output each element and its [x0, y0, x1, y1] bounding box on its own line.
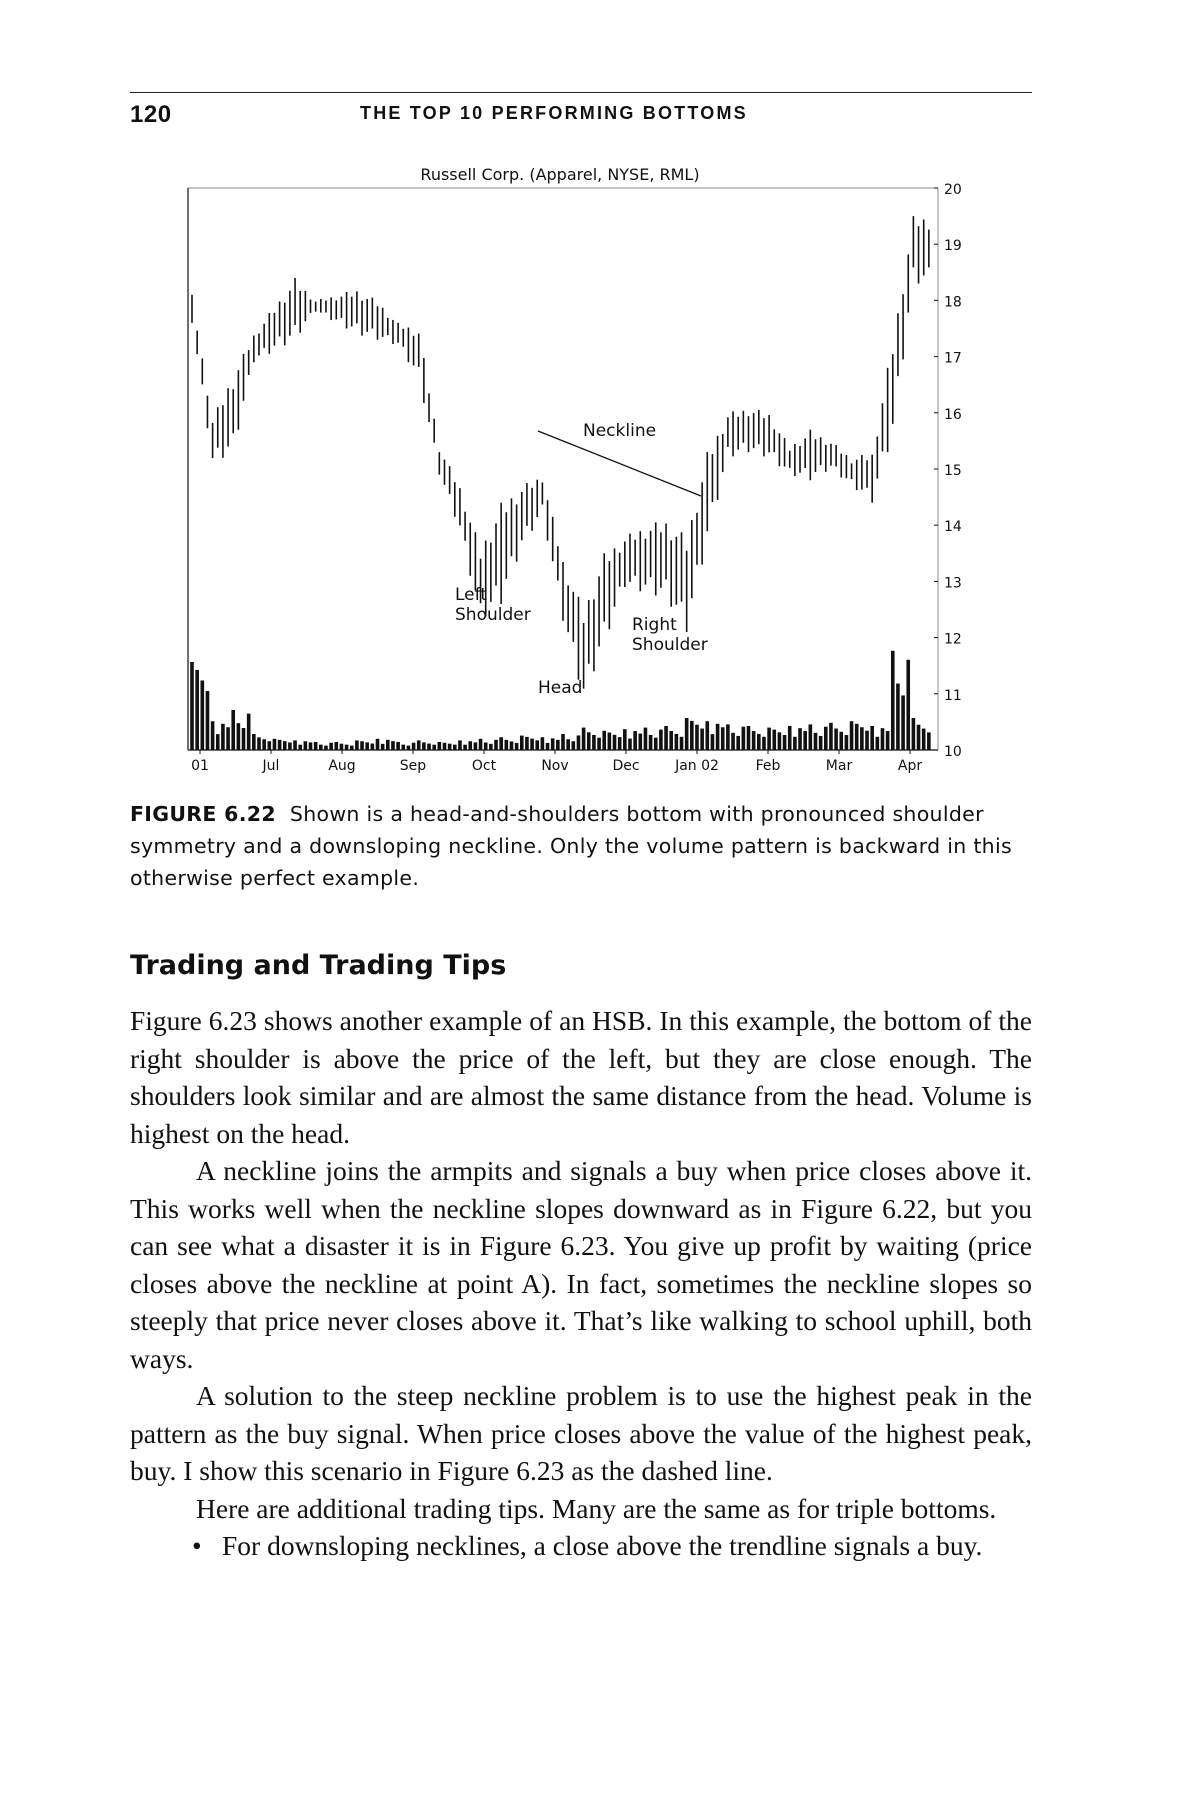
- volume-bar: [623, 729, 627, 750]
- volume-bar: [922, 729, 926, 750]
- volume-bar: [535, 740, 539, 750]
- volume-bar: [901, 695, 905, 750]
- volume-bar: [340, 744, 344, 750]
- y-tick-label: 16: [944, 406, 962, 423]
- volume-bar: [468, 741, 472, 750]
- bullet-text: For downsloping necklines, a close above the trendline signals a buy.: [222, 1530, 983, 1561]
- volume-bar: [432, 745, 436, 750]
- y-tick-label: 13: [944, 575, 962, 592]
- volume-bar: [453, 745, 457, 750]
- x-axis: [191, 750, 922, 774]
- volume-bar: [757, 734, 761, 750]
- price-bars: [192, 216, 929, 689]
- x-tick-label: Aug: [328, 758, 356, 774]
- volume-bar: [273, 739, 277, 750]
- volume-bar: [690, 721, 694, 750]
- volume-bar: [515, 743, 519, 750]
- y-tick-label: 15: [944, 463, 962, 479]
- volume-bar: [494, 740, 498, 750]
- volume-bar: [814, 733, 818, 750]
- volume-bar: [479, 739, 483, 750]
- volume-bars: [190, 651, 930, 750]
- volume-bar: [824, 727, 828, 750]
- bullet-symbol: •: [192, 1530, 202, 1561]
- paragraph: A neckline joins the armpits and signals a buy when price closes above it. This works well when the neckline slopes downward as in Figure 6.22, but you can see what a disaster it is in Figure 6.23. You give up profit by waiting (price closes above the neckline at point A). In fact, sometimes the neckline slopes so steeply that price never closes above it. That’s like walking to school uphill, both ways.: [130, 1155, 1032, 1374]
- volume-bar: [365, 742, 369, 750]
- page-number: 120: [130, 101, 172, 128]
- volume-bar: [334, 742, 338, 750]
- volume-bar: [371, 744, 375, 750]
- volume-bar: [608, 733, 612, 750]
- volume-bar: [458, 740, 462, 750]
- volume-bar: [520, 736, 524, 750]
- volume-bar: [613, 735, 617, 750]
- volume-bar: [288, 742, 292, 750]
- volume-bar: [324, 746, 328, 750]
- paragraph: A solution to the steep neckline problem is to use the highest peak in the pattern as the buy signal. When price closes above the value of the highest peak, buy. I show this scenario in Figure 6.23 as the dashed line.: [130, 1380, 1032, 1486]
- volume-bar: [401, 745, 405, 750]
- volume-bar: [257, 737, 261, 750]
- x-tick-label: Sep: [399, 758, 427, 774]
- volume-bar: [443, 743, 447, 750]
- volume-bar: [489, 744, 493, 750]
- caption-text: Shown is a head-and-shoulders bottom with pronounced shoulder symmetry and a downsloping neckline. Only the volume pattern is backward in this otherwise perfect example.: [130, 802, 1012, 890]
- volume-bar: [463, 745, 467, 750]
- volume-bar: [546, 743, 550, 750]
- figure-caption: [130, 798, 1040, 894]
- annotation-head: Head: [538, 678, 583, 698]
- volume-bar: [669, 731, 673, 750]
- y-tick-label: 19: [944, 238, 962, 255]
- volume-bar: [855, 724, 859, 750]
- volume-bar: [809, 724, 813, 750]
- volume-bar: [267, 741, 271, 750]
- volume-bar: [556, 740, 560, 750]
- volume-bar: [319, 745, 323, 750]
- volume-bar: [587, 732, 591, 750]
- volume-bar: [396, 742, 400, 750]
- volume-bar: [711, 734, 715, 750]
- volume-bar: [680, 737, 684, 750]
- volume-bar: [891, 651, 895, 750]
- volume-bar: [329, 743, 333, 750]
- volume-bar: [252, 734, 256, 750]
- volume-bar: [355, 740, 359, 750]
- volume-bar: [309, 742, 313, 750]
- volume-bar: [700, 729, 704, 750]
- volume-bar: [752, 731, 756, 750]
- y-tick-label: 14: [944, 519, 962, 536]
- volume-bar: [731, 733, 735, 750]
- volume-bar: [638, 734, 642, 750]
- volume-bar: [870, 726, 874, 750]
- volume-bar: [314, 742, 318, 750]
- volume-bar: [381, 744, 385, 750]
- right-shoulder-text-line2: Shoulder: [632, 635, 708, 655]
- volume-bar: [886, 731, 890, 750]
- volume-bar: [211, 721, 215, 750]
- volume-bar: [221, 724, 225, 750]
- volume-bar: [226, 727, 230, 750]
- volume-bar: [345, 745, 349, 750]
- volume-bar: [767, 728, 771, 750]
- volume-bar: [505, 740, 509, 750]
- volume-bar: [896, 684, 900, 750]
- volume-bar: [551, 738, 555, 750]
- volume-bar: [206, 691, 210, 750]
- volume-bar: [438, 742, 442, 750]
- volume-bar: [917, 725, 921, 750]
- volume-bar: [278, 740, 282, 750]
- volume-bar: [649, 735, 653, 750]
- volume-bar: [618, 737, 622, 750]
- volume-bar: [783, 735, 787, 750]
- x-tick-label: Feb: [755, 758, 781, 774]
- volume-bar: [412, 743, 416, 750]
- volume-bar: [778, 732, 782, 750]
- body-text: [130, 1002, 1032, 1565]
- volume-bar: [912, 718, 916, 750]
- volume-bar: [721, 727, 725, 750]
- volume-bar: [927, 732, 931, 750]
- volume-bar: [695, 725, 699, 750]
- annotation-left-shoulder: [455, 585, 531, 625]
- y-tick-label: 10: [944, 744, 962, 760]
- volume-bar: [685, 718, 689, 750]
- volume-bar: [788, 726, 792, 750]
- volume-bar: [772, 730, 776, 750]
- volume-bar: [829, 723, 833, 750]
- annotation-right-shoulder: [632, 615, 708, 655]
- price-volume-chart: [150, 160, 980, 780]
- volume-bar: [592, 735, 596, 750]
- volume-bar: [262, 739, 266, 750]
- x-tick-label: Apr: [897, 758, 923, 774]
- volume-bar: [876, 737, 880, 750]
- volume-bar: [664, 726, 668, 750]
- volume-bar: [510, 741, 514, 750]
- left-shoulder-text: Left: [455, 585, 487, 605]
- volume-bar: [499, 737, 503, 750]
- volume-bar: [572, 741, 576, 750]
- y-tick-label: 20: [944, 182, 962, 198]
- volume-bar: [541, 737, 545, 750]
- volume-bar: [644, 728, 648, 750]
- bullet-item: [130, 1527, 1032, 1565]
- volume-bar: [283, 741, 287, 750]
- paragraph: Figure 6.23 shows another example of an HSB. In this example, the bottom of the right shoulder is above the price of the left, but they are close enough. The shoulders look similar and are almost the same distance from the head. Volume is highest on the head.: [130, 1005, 1032, 1149]
- volume-bar: [839, 732, 843, 750]
- volume-bar: [231, 710, 235, 750]
- volume-bar: [201, 680, 205, 750]
- x-tick-label: Dec: [612, 758, 640, 774]
- volume-bar: [881, 728, 885, 750]
- volume-bar: [633, 731, 637, 750]
- volume-bar: [448, 744, 452, 750]
- y-tick-label: 11: [944, 687, 962, 704]
- volume-bar: [819, 736, 823, 750]
- volume-bar: [865, 731, 869, 750]
- volume-bar: [582, 728, 586, 750]
- volume-bar: [484, 742, 488, 750]
- volume-bar: [906, 660, 910, 750]
- volume-bar: [360, 741, 364, 750]
- volume-bar: [422, 742, 426, 750]
- volume-bar: [736, 736, 740, 750]
- volume-bar: [850, 721, 854, 750]
- volume-bar: [659, 730, 663, 750]
- volume-bar: [675, 734, 679, 750]
- volume-bar: [350, 746, 354, 750]
- volume-bar: [474, 742, 478, 750]
- volume-bar: [247, 714, 251, 750]
- volume-bar: [216, 734, 220, 750]
- x-tick-label: Jul: [262, 758, 280, 774]
- volume-bar: [561, 734, 565, 750]
- right-shoulder-text: Right: [632, 615, 677, 635]
- volume-bar: [762, 737, 766, 750]
- volume-bar: [376, 739, 380, 750]
- x-tick-label: Jan 02: [675, 758, 719, 774]
- running-head: THE TOP 10 PERFORMING BOTTOMS: [360, 103, 748, 123]
- volume-bar: [293, 740, 297, 750]
- volume-bar: [834, 729, 838, 750]
- volume-bar: [793, 737, 797, 750]
- volume-bar: [628, 739, 632, 750]
- volume-bar: [845, 735, 849, 750]
- volume-bar: [242, 728, 246, 750]
- section-heading: Trading and Trading Tips: [130, 950, 507, 981]
- x-tick-label: Mar: [825, 758, 853, 774]
- volume-bar: [705, 721, 709, 750]
- y-tick-label: 12: [944, 631, 962, 648]
- volume-bar: [577, 735, 581, 750]
- volume-bar: [237, 723, 241, 750]
- annotation-neckline: Neckline: [583, 421, 657, 441]
- x-tick-label: Nov: [541, 758, 569, 774]
- volume-bar: [803, 731, 807, 750]
- volume-bar: [566, 739, 570, 750]
- volume-bar: [427, 744, 431, 750]
- volume-bar: [597, 738, 601, 750]
- volume-bar: [742, 727, 746, 750]
- volume-bar: [798, 728, 802, 750]
- paragraph: Here are additional trading tips. Many are the same as for triple bottoms.: [196, 1492, 997, 1524]
- volume-bar: [407, 746, 411, 750]
- volume-bar: [654, 738, 658, 750]
- volume-bar: [530, 739, 534, 750]
- x-tick-label: 01: [191, 758, 209, 774]
- volume-bar: [304, 741, 308, 750]
- volume-bar: [391, 741, 395, 750]
- page-header: [130, 92, 1032, 133]
- volume-bar: [195, 670, 199, 750]
- left-shoulder-text-line2: Shoulder: [455, 605, 531, 625]
- volume-bar: [860, 727, 864, 750]
- y-tick-label: 18: [944, 294, 962, 311]
- volume-bar: [747, 726, 751, 750]
- volume-bar: [525, 737, 529, 750]
- y-tick-label: 17: [944, 350, 962, 367]
- volume-bar: [602, 731, 606, 750]
- x-tick-label: Oct: [471, 758, 497, 774]
- volume-bar: [190, 662, 194, 750]
- volume-bar: [716, 724, 720, 750]
- bullet-list: [130, 1527, 1032, 1565]
- volume-bar: [417, 740, 421, 750]
- volume-bar: [726, 724, 730, 750]
- figure-label: FIGURE 6.22: [130, 802, 276, 826]
- chart-title: Russell Corp. (Apparel, NYSE, RML): [420, 165, 700, 184]
- volume-bar: [386, 740, 390, 750]
- volume-bar: [298, 745, 302, 750]
